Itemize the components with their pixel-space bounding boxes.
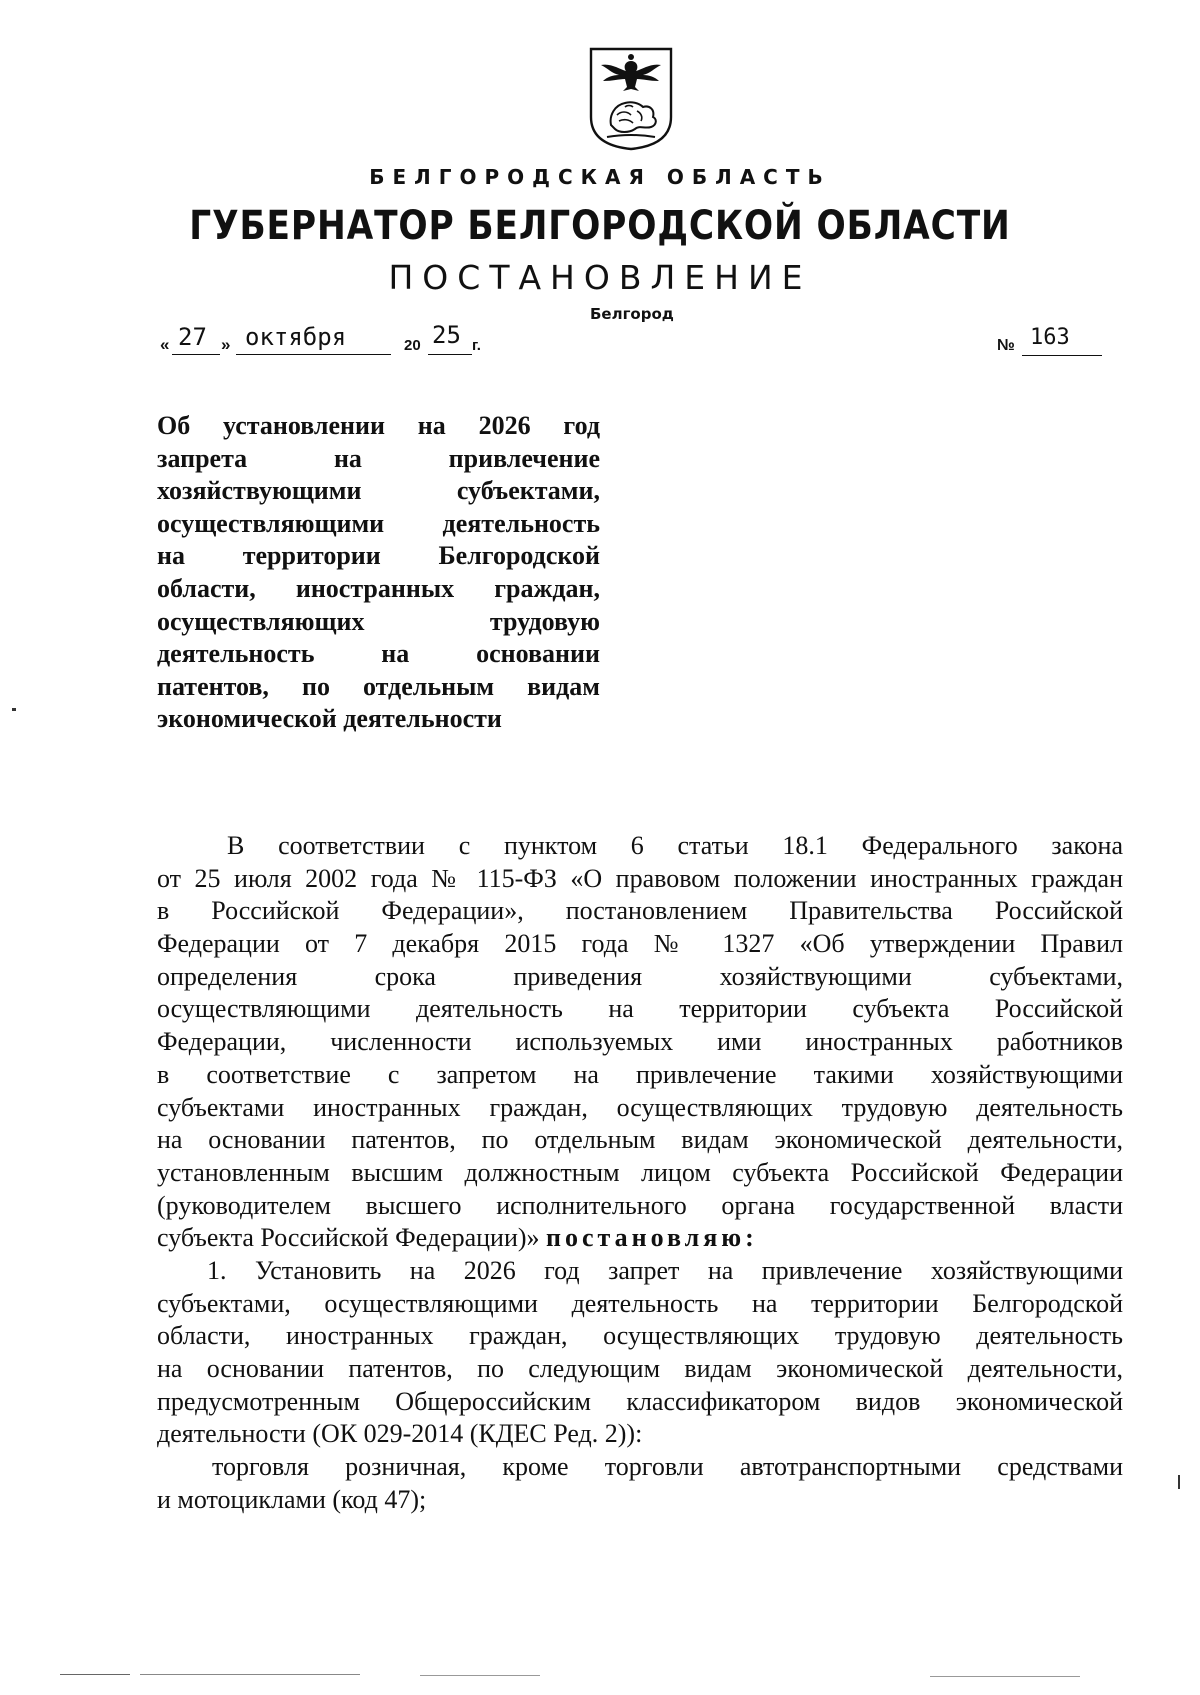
title-line: на территории Белгородской xyxy=(157,541,600,571)
body-line: от 25 июля 2002 года № 115-ФЗ «О правовом положении иностранных граждан xyxy=(157,863,1123,893)
number-underline xyxy=(1022,355,1102,356)
title-line: осуществляющими деятельность xyxy=(157,508,600,538)
title-line: патентов, по отдельным видам xyxy=(157,671,600,701)
body-line: осуществляющими деятельность на территории субъекта Российской xyxy=(157,994,1123,1024)
date-open-quote: « xyxy=(160,335,170,354)
document-type-heading: ПОСТАНОВЛЕНИЕ xyxy=(388,258,812,297)
body-line: предусмотренным Общероссийским классификатором видов экономической xyxy=(157,1386,1123,1416)
year-suffix: 25 xyxy=(432,321,461,349)
scan-speck xyxy=(1178,1475,1180,1489)
body-line-text: субъекта Российской Федерации)» xyxy=(157,1223,540,1253)
day-underline xyxy=(172,354,220,355)
coat-of-arms-emblem xyxy=(585,45,677,152)
scan-edge-line xyxy=(930,1676,1080,1677)
year-mark: г. xyxy=(472,337,481,354)
year-underline xyxy=(428,354,472,355)
body-line: деятельности (ОК 029-2014 (КДЕС Ред. 2)): xyxy=(157,1419,643,1449)
region-heading: БЕЛГОРОДСКАЯ ОБЛАСТЬ xyxy=(369,165,831,189)
body-line: на основании патентов, по отдельным видам экономической деятельности, xyxy=(157,1125,1123,1155)
governor-heading: ГУБЕРНАТОР БЕЛГОРОДСКОЙ ОБЛАСТИ xyxy=(189,203,1011,249)
title-line: осуществляющих трудовую xyxy=(157,606,600,636)
body-line: Федерации от 7 декабря 2015 года № 1327 «Об утверждении Правил xyxy=(157,929,1123,959)
body-line: Федерации, численности используемых ими иностранных работников xyxy=(157,1027,1123,1057)
document-title xyxy=(157,410,600,736)
body-line: и мотоциклами (код 47); xyxy=(157,1484,427,1514)
title-line: экономической деятельности xyxy=(157,704,502,734)
body-line: торговля розничная, кроме торговли автотранспортными средствами xyxy=(212,1452,1123,1482)
scan-speck xyxy=(12,708,16,711)
title-line: хозяйствующими субъектами, xyxy=(157,476,600,506)
body-line: субъектами, осуществляющими деятельность на территории Белгородской xyxy=(157,1288,1123,1318)
body-line: (руководителем высшего исполнительного органа государственной власти xyxy=(157,1190,1123,1220)
title-line: деятельность на основании xyxy=(157,639,600,669)
month-underline xyxy=(236,354,391,355)
body-line: установленным высшим должностным лицом субъекта Российской Федерации xyxy=(157,1157,1123,1187)
body-line-decree xyxy=(157,1222,1123,1255)
year-prefix: 20 xyxy=(404,337,421,354)
scan-edge-line xyxy=(420,1675,540,1676)
body-line: субъектами иностранных граждан, осуществляющих трудовую деятельность xyxy=(157,1092,1123,1122)
document-body xyxy=(157,830,1123,1516)
date-close-quote: » xyxy=(221,335,231,354)
decree-word: постановляю: xyxy=(546,1223,758,1253)
date-month: октября xyxy=(245,323,347,351)
scan-edge-line xyxy=(60,1674,130,1675)
body-line: 1. Установить на 2026 год запрет на привлечение хозяйствующими xyxy=(207,1255,1123,1285)
body-line: определения срока приведения хозяйствующими субъектами, xyxy=(157,961,1123,991)
body-line: в Российской Федерации», постановлением Правительства Российской xyxy=(157,896,1123,926)
title-line: запрета на привлечение xyxy=(157,443,600,473)
city-label: Белгород xyxy=(590,305,674,323)
body-line: В соответствии с пунктом 6 статьи 18.1 Федерального закона xyxy=(227,831,1123,860)
date-day: 27 xyxy=(178,323,207,351)
title-line: области, иностранных граждан, xyxy=(157,573,600,603)
body-line: в соответствие с запретом на привлечение такими хозяйствующими xyxy=(157,1059,1123,1089)
scan-edge-line xyxy=(140,1674,360,1675)
body-line: на основании патентов, по следующим видам экономической деятельности, xyxy=(157,1354,1123,1383)
number-label: № xyxy=(997,337,1015,354)
body-line: области, иностранных граждан, осуществляющих трудовую деятельность xyxy=(157,1321,1123,1351)
document-number: 163 xyxy=(1030,325,1070,350)
title-line: Об установлении на 2026 год xyxy=(157,411,600,440)
